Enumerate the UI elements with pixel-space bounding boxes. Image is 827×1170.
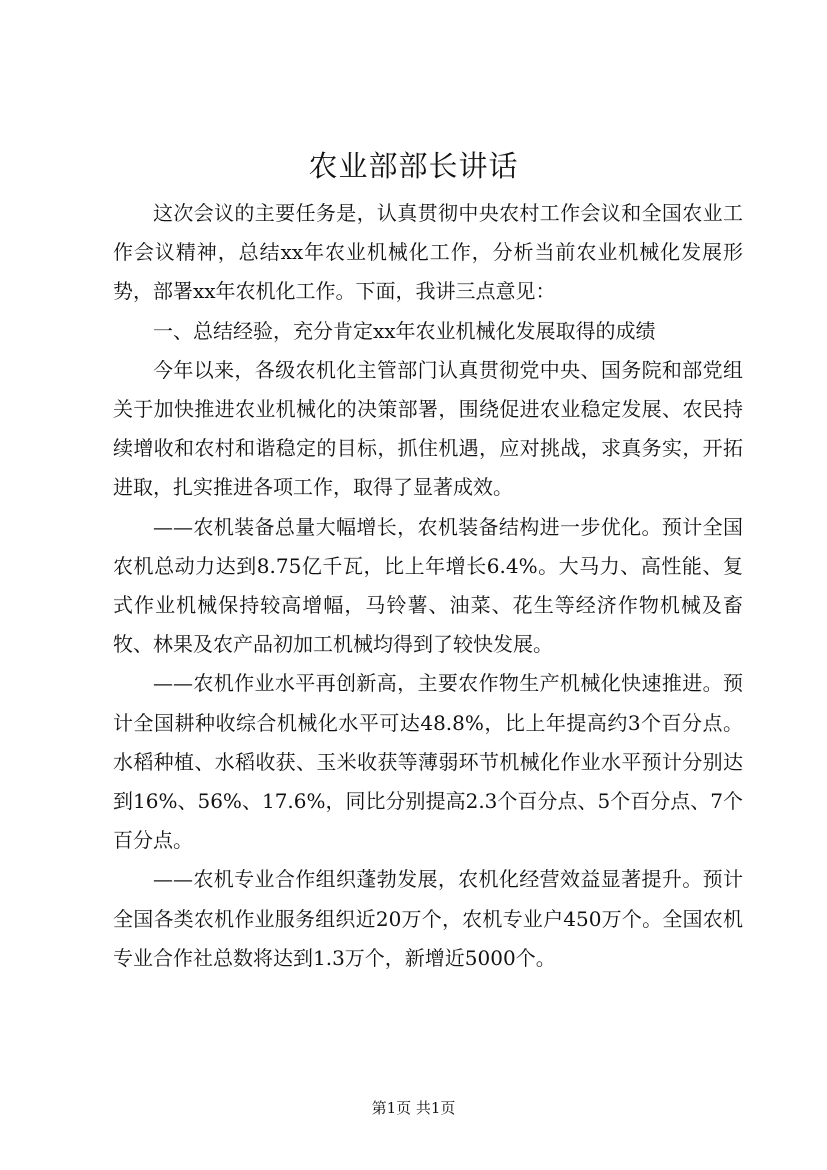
document-body xyxy=(113,194,743,978)
page-number: 第1页 共1页 xyxy=(371,1099,456,1117)
paragraph-cooperatives: ——农机专业合作组织蓬勃发展，农机化经营效益显著提升。预计全国各类农机作业服务组织近20万个，农机专业户450万个。全国农机专业合作社总数将达到1.3万个，新增近5000个。 xyxy=(113,867,743,970)
paragraph-mechanization: ——农机作业水平再创新高，主要农作物生产机械化快速推进。预计全国耕种收综合机械化水平可达48.8%，比上年提高约3个百分点。水稻种植、水稻收获、玉米收获等薄弱环节机械化作业水平预计分别达到16%、56%、17.6%，同比分别提高2.3个百分点、5个百分点、7个百分点。 xyxy=(113,671,743,853)
section-heading-1: 一、总结经验，充分肯定xx年农业机械化发展取得的成绩 xyxy=(153,318,656,343)
document-title: 农业部部长讲话 xyxy=(308,149,519,183)
paragraph-intro: 这次会议的主要任务是，认真贯彻中央农村工作会议和全国农业工作会议精神，总结xx年农业机械化工作，分析当前农业机械化发展形势，部署xx年农机化工作。下面，我讲三点意见： xyxy=(113,201,743,304)
page-footer xyxy=(0,1098,827,1118)
paragraph-achievements: 今年以来，各级农机化主管部门认真贯彻党中央、国务院和部党组关于加快推进农业机械化的决策部署，围绕促进农业稳定发展、农民持续增收和农村和谐稳定的目标，抓住机遇，应对挑战，求真务实，开拓进取，扎实推进各项工作，取得了显著成效。 xyxy=(113,357,743,500)
paragraph-equipment: ——农机装备总量大幅增长，农机装备结构进一步优化。预计全国农机总动力达到8.75亿千瓦，比上年增长6.4%。大马力、高性能、复式作业机械保持较高增幅，马铃薯、油菜、花生等经济作物机械及畜牧、林果及农产品初加工机械均得到了较快发展。 xyxy=(113,514,743,657)
